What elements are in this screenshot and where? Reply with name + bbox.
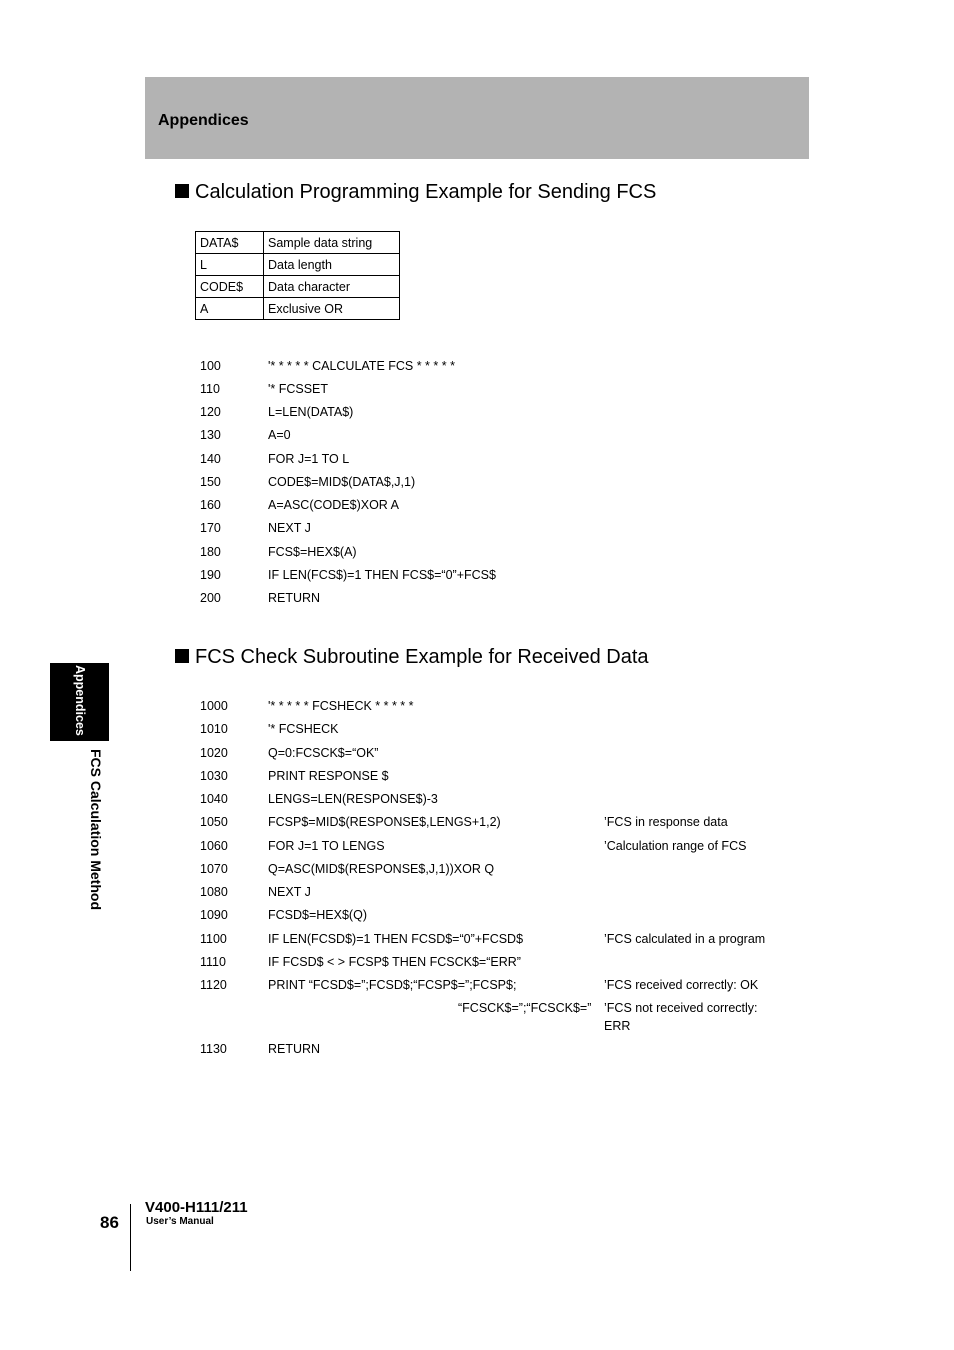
table-row <box>196 298 400 320</box>
header-title: Appendices <box>158 112 249 129</box>
comment: ’FCS in response data <box>604 815 728 829</box>
table-cell: Sample data string <box>264 232 400 254</box>
side-tab-label: Appendices <box>73 665 87 736</box>
statement: A=ASC(CODE$)XOR A <box>268 498 399 512</box>
section-heading-text: FCS Check Subroutine Example for Received Data <box>195 646 649 668</box>
statement: FOR J=1 TO L <box>268 452 350 466</box>
square-bullet-icon <box>175 184 189 198</box>
statement: IF FCSD$ < > FCSP$ THEN FCSCK$=“ERR” <box>268 955 521 969</box>
table-cell: L <box>196 254 264 276</box>
side-section-title: FCS Calculation Method <box>88 749 104 910</box>
statement: '* FCSSET <box>268 382 329 396</box>
statement: FOR J=1 TO LENGS <box>268 839 385 853</box>
square-bullet-icon <box>175 649 189 663</box>
statement: Q=ASC(MID$(RESPONSE$,J,1))XOR Q <box>268 862 495 876</box>
comment: ’FCS calculated in a program <box>604 932 766 946</box>
footer-divider <box>130 1204 131 1271</box>
table-cell: Exclusive OR <box>264 298 400 320</box>
comment: ’FCS received correctly: OK <box>604 978 759 992</box>
line-number: 1110 <box>200 955 226 969</box>
section-heading-fcs-check <box>175 646 649 669</box>
line-number: 1100 <box>200 932 227 946</box>
line-number: 130 <box>200 428 221 442</box>
section-heading-sending-fcs <box>175 181 656 204</box>
line-number: 170 <box>200 521 221 535</box>
line-number: 1090 <box>200 908 228 922</box>
comment: ’Calculation range of FCS <box>604 839 747 853</box>
line-number: 100 <box>200 359 221 373</box>
line-number: 1040 <box>200 792 228 806</box>
line-number: 1050 <box>200 815 228 829</box>
statement: RETURN <box>268 591 321 605</box>
line-number: 1030 <box>200 769 228 783</box>
table-cell: Data character <box>264 276 400 298</box>
line-number: 140 <box>200 452 221 466</box>
statement: '* * * * * FCSHECK * * * * * <box>268 699 414 713</box>
statement: IF LEN(FCS$)=1 THEN FCS$=“0”+FCS$ <box>268 568 496 582</box>
page-number: 86 <box>100 1213 119 1232</box>
line-number: 150 <box>200 475 221 489</box>
table-cell: Data length <box>264 254 400 276</box>
line-number: 190 <box>200 568 221 582</box>
statement: FCS$=HEX$(A) <box>268 545 357 559</box>
statement: NEXT J <box>268 885 311 899</box>
line-number: 1020 <box>200 746 228 760</box>
line-number: 1060 <box>200 839 228 853</box>
product-model: V400-H111/211 <box>145 1199 248 1216</box>
statement: LENGS=LEN(RESPONSE$)-3 <box>268 792 438 806</box>
table-row <box>196 276 400 298</box>
table-cell: DATA$ <box>196 232 264 254</box>
comment: ERR <box>604 1019 631 1033</box>
line-number: 110 <box>200 382 220 396</box>
statement: NEXT J <box>268 521 311 535</box>
line-number: 1130 <box>200 1042 227 1056</box>
table-row <box>196 254 400 276</box>
statement: '* * * * * CALCULATE FCS * * * * * <box>268 359 455 373</box>
statement: L=LEN(DATA$) <box>268 405 354 419</box>
table-row <box>196 232 400 254</box>
statement: '* FCSHECK <box>268 722 339 736</box>
statement: RETURN <box>268 1042 321 1056</box>
statement: FCSD$=HEX$(Q) <box>268 908 367 922</box>
statement: Q=0:FCSCK$=“OK” <box>268 746 379 760</box>
line-number: 180 <box>200 545 221 559</box>
statement-continuation: “FCSCK$=”;“FCSCK$=” <box>458 1001 592 1015</box>
line-number: 160 <box>200 498 221 512</box>
header-band <box>145 77 809 159</box>
variable-table <box>195 231 400 320</box>
line-number: 200 <box>200 591 221 605</box>
line-number: 1070 <box>200 862 228 876</box>
table-cell: CODE$ <box>196 276 264 298</box>
statement: IF LEN(FCSD$)=1 THEN FCSD$=“0”+FCSD$ <box>268 932 524 946</box>
statement: PRINT RESPONSE $ <box>268 769 389 783</box>
statement: FCSP$=MID$(RESPONSE$,LENGS+1,2) <box>268 815 501 829</box>
line-number: 120 <box>200 405 221 419</box>
section-heading-text: Calculation Programming Example for Sending FCS <box>195 181 657 203</box>
line-number: 1080 <box>200 885 228 899</box>
line-number: 1120 <box>200 978 227 992</box>
manual-label: User’s Manual <box>146 1216 214 1227</box>
line-number: 1010 <box>200 722 228 736</box>
comment: ’FCS not received correctly: <box>604 1001 758 1015</box>
table-cell: A <box>196 298 264 320</box>
statement: PRINT “FCSD$=”;FCSD$;“FCSP$=”;FCSP$; <box>268 978 517 992</box>
statement: A=0 <box>268 428 291 442</box>
line-number: 1000 <box>200 699 228 713</box>
statement: CODE$=MID$(DATA$,J,1) <box>268 475 416 489</box>
